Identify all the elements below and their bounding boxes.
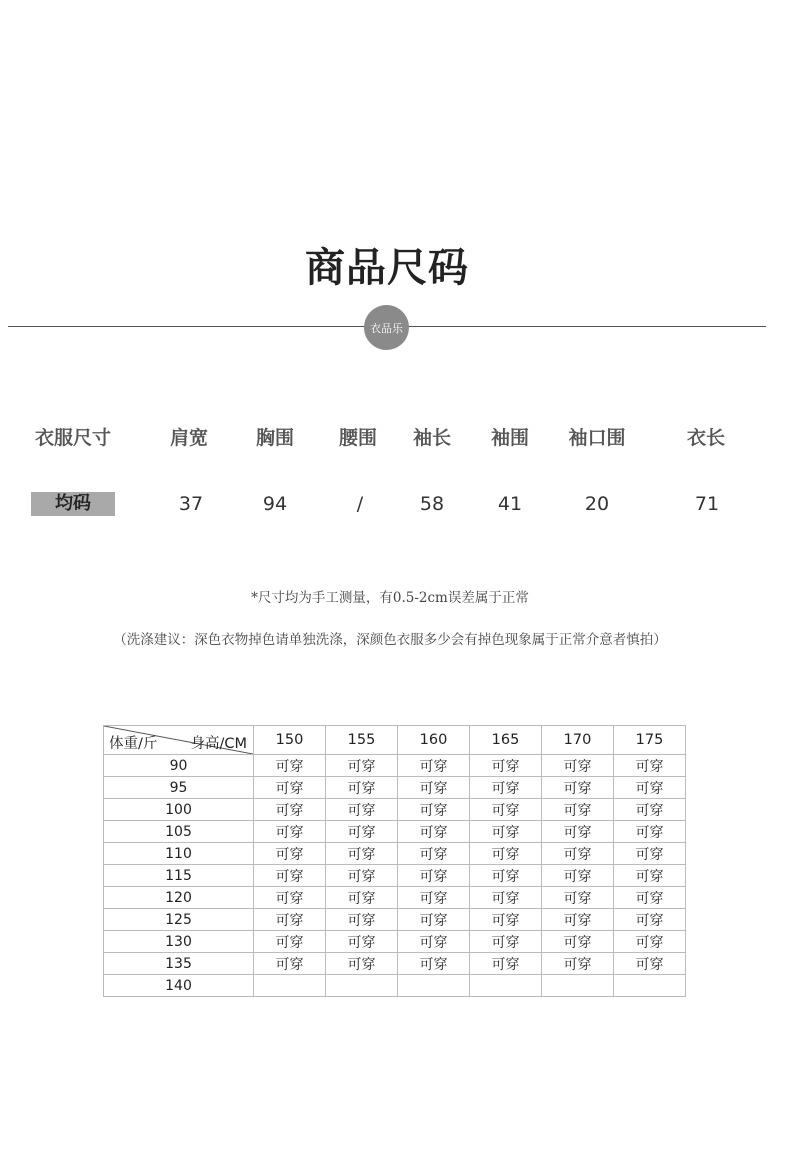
fit-cell: 可穿 bbox=[398, 953, 470, 975]
weight-cell: 120 bbox=[104, 887, 254, 909]
fit-cell: 可穿 bbox=[470, 953, 542, 975]
fit-table bbox=[103, 725, 686, 997]
value-waist: / bbox=[356, 493, 364, 515]
table-row bbox=[104, 931, 686, 953]
fit-cell: 可穿 bbox=[398, 799, 470, 821]
value-chest: 94 bbox=[262, 493, 288, 515]
table-row bbox=[104, 755, 686, 777]
weight-cell: 90 bbox=[104, 755, 254, 777]
fit-cell: 可穿 bbox=[326, 821, 398, 843]
height-header: 165 bbox=[470, 726, 542, 755]
fit-cell: 可穿 bbox=[326, 931, 398, 953]
fit-cell bbox=[614, 975, 686, 997]
fit-cell: 可穿 bbox=[326, 865, 398, 887]
size-label: 均码 bbox=[31, 492, 115, 516]
height-header: 155 bbox=[326, 726, 398, 755]
height-header: 175 bbox=[614, 726, 686, 755]
fit-cell bbox=[542, 975, 614, 997]
fit-cell: 可穿 bbox=[398, 887, 470, 909]
table-row bbox=[104, 777, 686, 799]
table-row bbox=[104, 799, 686, 821]
fit-cell: 可穿 bbox=[470, 843, 542, 865]
corner-cell bbox=[104, 726, 254, 755]
fit-cell: 可穿 bbox=[614, 799, 686, 821]
fit-cell: 可穿 bbox=[326, 777, 398, 799]
fit-cell bbox=[254, 975, 326, 997]
weight-cell: 115 bbox=[104, 865, 254, 887]
wash-note: （洗涤建议：深色衣物掉色请单独洗涤，深颜色衣服多少会有掉色现象属于正常介意者慎拍） bbox=[113, 632, 667, 648]
weight-cell: 100 bbox=[104, 799, 254, 821]
weight-cell: 110 bbox=[104, 843, 254, 865]
value-sleeve-length: 58 bbox=[419, 493, 445, 515]
table-row bbox=[104, 887, 686, 909]
header-sleeve-length: 袖长 bbox=[412, 427, 451, 449]
fit-cell: 可穿 bbox=[326, 799, 398, 821]
fit-cell: 可穿 bbox=[542, 865, 614, 887]
fit-cell: 可穿 bbox=[254, 953, 326, 975]
weight-axis-label: 体重/斤 bbox=[109, 736, 158, 752]
table-row bbox=[104, 975, 686, 997]
header-chest: 胸围 bbox=[255, 427, 294, 449]
fit-cell: 可穿 bbox=[614, 865, 686, 887]
fit-cell: 可穿 bbox=[254, 843, 326, 865]
fit-cell: 可穿 bbox=[398, 777, 470, 799]
fit-cell: 可穿 bbox=[326, 887, 398, 909]
fit-cell: 可穿 bbox=[542, 953, 614, 975]
fit-cell: 可穿 bbox=[398, 821, 470, 843]
fit-cell: 可穿 bbox=[542, 909, 614, 931]
fit-cell: 可穿 bbox=[398, 865, 470, 887]
fit-cell: 可穿 bbox=[542, 821, 614, 843]
fit-cell: 可穿 bbox=[542, 777, 614, 799]
fit-cell: 可穿 bbox=[614, 821, 686, 843]
fit-cell: 可穿 bbox=[470, 931, 542, 953]
fit-cell bbox=[398, 975, 470, 997]
header-waist: 腰围 bbox=[338, 427, 377, 449]
fit-cell: 可穿 bbox=[614, 953, 686, 975]
size-chart-header bbox=[0, 423, 790, 453]
fit-cell: 可穿 bbox=[254, 931, 326, 953]
fit-cell: 可穿 bbox=[542, 799, 614, 821]
fit-cell: 可穿 bbox=[470, 777, 542, 799]
page-title: 商品尺码 bbox=[305, 245, 469, 291]
value-shoulder: 37 bbox=[178, 493, 204, 515]
header-shoulder: 肩宽 bbox=[169, 427, 208, 449]
fit-cell: 可穿 bbox=[398, 755, 470, 777]
fit-cell: 可穿 bbox=[326, 953, 398, 975]
fit-cell: 可穿 bbox=[614, 909, 686, 931]
fit-cell: 可穿 bbox=[542, 755, 614, 777]
fit-cell bbox=[326, 975, 398, 997]
fit-cell: 可穿 bbox=[398, 931, 470, 953]
fit-cell: 可穿 bbox=[254, 777, 326, 799]
height-header: 150 bbox=[254, 726, 326, 755]
height-header: 170 bbox=[542, 726, 614, 755]
header-garment-size: 衣服尺寸 bbox=[34, 427, 111, 449]
weight-cell: 95 bbox=[104, 777, 254, 799]
weight-cell: 130 bbox=[104, 931, 254, 953]
header-sleeve-width: 袖围 bbox=[490, 427, 529, 449]
table-row bbox=[104, 909, 686, 931]
fit-cell: 可穿 bbox=[542, 887, 614, 909]
value-cuff: 20 bbox=[584, 493, 610, 515]
weight-cell: 135 bbox=[104, 953, 254, 975]
fit-cell: 可穿 bbox=[254, 887, 326, 909]
fit-cell: 可穿 bbox=[326, 755, 398, 777]
fit-cell: 可穿 bbox=[326, 843, 398, 865]
fit-cell: 可穿 bbox=[542, 843, 614, 865]
weight-cell: 105 bbox=[104, 821, 254, 843]
measurement-note: *尺寸均为手工测量，有0.5-2cm误差属于正常 bbox=[251, 590, 529, 606]
header-cuff: 袖口围 bbox=[568, 427, 626, 449]
fit-cell: 可穿 bbox=[614, 843, 686, 865]
fit-cell: 可穿 bbox=[470, 799, 542, 821]
fit-cell: 可穿 bbox=[470, 865, 542, 887]
fit-cell: 可穿 bbox=[398, 909, 470, 931]
fit-cell: 可穿 bbox=[614, 887, 686, 909]
fit-cell: 可穿 bbox=[326, 909, 398, 931]
fit-cell: 可穿 bbox=[398, 843, 470, 865]
table-row bbox=[104, 821, 686, 843]
header-length: 衣长 bbox=[686, 427, 725, 449]
brand-badge: 衣品乐 bbox=[364, 305, 409, 350]
fit-cell: 可穿 bbox=[254, 755, 326, 777]
weight-cell: 140 bbox=[104, 975, 254, 997]
fit-cell: 可穿 bbox=[470, 755, 542, 777]
fit-cell bbox=[470, 975, 542, 997]
fit-cell: 可穿 bbox=[614, 755, 686, 777]
height-axis-label: 身高/CM bbox=[190, 736, 247, 752]
table-row bbox=[104, 953, 686, 975]
value-sleeve-width: 41 bbox=[497, 493, 523, 515]
table-row bbox=[104, 843, 686, 865]
weight-cell: 125 bbox=[104, 909, 254, 931]
height-header: 160 bbox=[398, 726, 470, 755]
fit-cell: 可穿 bbox=[254, 909, 326, 931]
size-chart-row bbox=[0, 489, 790, 519]
fit-cell: 可穿 bbox=[470, 909, 542, 931]
table-row bbox=[104, 865, 686, 887]
fit-cell: 可穿 bbox=[254, 821, 326, 843]
fit-cell: 可穿 bbox=[542, 931, 614, 953]
fit-cell: 可穿 bbox=[614, 931, 686, 953]
fit-cell: 可穿 bbox=[254, 865, 326, 887]
fit-cell: 可穿 bbox=[254, 799, 326, 821]
fit-cell: 可穿 bbox=[470, 887, 542, 909]
fit-cell: 可穿 bbox=[470, 821, 542, 843]
fit-table-header bbox=[104, 726, 686, 755]
fit-cell: 可穿 bbox=[614, 777, 686, 799]
value-length: 71 bbox=[694, 493, 720, 515]
